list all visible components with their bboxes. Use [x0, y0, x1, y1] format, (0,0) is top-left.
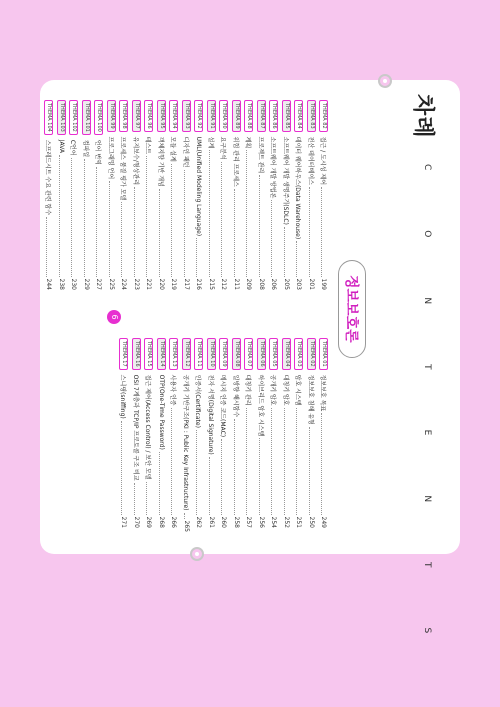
leader-dots: [309, 427, 314, 515]
entry-page-number: 271: [120, 516, 128, 528]
toc-entry[interactable]: [118, 100, 131, 290]
entry-title: 객체지향 기반 개념: [156, 136, 164, 187]
entry-title: 대칭키 관리: [244, 374, 252, 406]
entry-title: 공개키 기반구조(PKI : Public Key Infrastructure): [181, 374, 189, 511]
entry-title: 디자인 패턴: [181, 136, 189, 168]
theme-tag: THEMA 96: [144, 100, 153, 132]
entry-page-number: 221: [145, 278, 153, 290]
contents-letter: N: [422, 297, 432, 307]
toc-entry[interactable]: [143, 100, 156, 290]
leader-dots: [296, 241, 301, 276]
theme-tag: THEMA 15: [144, 338, 153, 370]
entry-page-number: 206: [270, 278, 278, 290]
entry-title: 인증서(Certificate): [194, 374, 202, 428]
toc-entry[interactable]: [230, 338, 243, 528]
theme-tag: THEMA 84: [294, 100, 303, 132]
theme-tag: THEMA 11: [194, 338, 203, 370]
entry-page-number: 254: [270, 516, 278, 528]
contents-letter: S: [422, 627, 432, 636]
leader-dots: [221, 439, 226, 514]
contents-letter: T: [422, 364, 432, 372]
toc-entry[interactable]: [155, 100, 168, 290]
theme-tag: THEMA 04: [282, 338, 291, 370]
toc-entry[interactable]: [193, 100, 206, 290]
toc-entry[interactable]: [143, 338, 156, 528]
leader-dots: [284, 408, 289, 515]
toc-entry[interactable]: [268, 338, 281, 528]
entry-page-number: 223: [132, 278, 140, 290]
entry-page-number: 230: [70, 278, 78, 290]
toc-column-right: [118, 338, 331, 532]
page-number: 6: [107, 310, 121, 324]
toc-entry[interactable]: [80, 100, 93, 290]
entry-title: 접근 / 도시성 제어: [319, 136, 327, 185]
entry-page-number: 262: [195, 516, 203, 528]
entry-title: 스니핑(sniffing): [119, 374, 127, 419]
entry-title: 요구분석: [219, 136, 227, 160]
leader-dots: [196, 238, 201, 276]
toc-entry[interactable]: [130, 338, 143, 528]
theme-tag: THEMA 12: [182, 338, 191, 370]
entry-page-number: 209: [245, 278, 253, 290]
theme-tag: THEMA 92: [194, 100, 203, 132]
leader-dots: [246, 150, 251, 276]
theme-tag: THEMA 16: [132, 338, 141, 370]
theme-tag: THEMA 08: [232, 338, 241, 370]
theme-tag: THEMA 85: [282, 100, 291, 132]
entry-page-number: 244: [45, 278, 53, 290]
entry-page-number: 225: [107, 278, 115, 290]
leader-dots: [134, 187, 139, 276]
toc-entry[interactable]: [193, 338, 206, 528]
theme-tag: THEMA 90: [219, 100, 228, 132]
entry-page-number: 217: [182, 278, 190, 290]
toc-entry[interactable]: [155, 338, 168, 528]
entry-title: 소프트웨어 개발 생명주기(SDLC): [281, 136, 289, 225]
entry-page-number: 229: [82, 278, 90, 290]
contents-letter: C: [422, 164, 432, 173]
entry-title: 유지보수/형상관리: [131, 136, 139, 186]
entry-title: 모듈 설계: [169, 136, 177, 162]
entry-title: 일방향 해시함수: [231, 374, 239, 418]
theme-tag: THEMA 94: [169, 100, 178, 132]
binder-ring-icon: [190, 547, 204, 561]
toc-entry[interactable]: [243, 338, 256, 528]
theme-tag: THEMA 82: [319, 100, 328, 132]
entry-title: 대칭키 암호: [281, 374, 289, 406]
theme-tag: THEMA 93: [182, 100, 191, 132]
leader-dots: [309, 187, 314, 277]
entry-page-number: 269: [145, 516, 153, 528]
leader-dots: [184, 170, 189, 277]
entry-page-number: 266: [170, 516, 178, 528]
entry-page-number: 258: [232, 516, 240, 528]
theme-tag: THEMA 10: [207, 338, 216, 370]
leader-dots: [159, 189, 164, 277]
entry-title: 위험 관리 프로세스: [231, 136, 239, 187]
entry-title: 테스트: [144, 136, 152, 155]
leader-dots: [121, 202, 126, 276]
entry-page-number: 268: [157, 516, 165, 528]
toc-entry[interactable]: [168, 100, 181, 290]
toc-entry[interactable]: [205, 100, 218, 290]
toc-entry[interactable]: [55, 100, 68, 290]
leader-dots: [146, 482, 151, 515]
leader-dots: [184, 513, 189, 519]
entry-page-number: 238: [57, 278, 65, 290]
entry-page-number: 252: [282, 516, 290, 528]
entry-page-number: 216: [195, 278, 203, 290]
entry-page-number: 261: [207, 516, 215, 528]
toc-entry[interactable]: [168, 338, 181, 528]
leader-dots: [234, 419, 239, 514]
leader-dots: [234, 189, 239, 277]
theme-tag: THEMA 102: [69, 100, 78, 135]
leader-dots: [96, 167, 101, 277]
entry-page-number: 215: [207, 278, 215, 290]
toc-entry[interactable]: [305, 338, 318, 528]
theme-tag: THEMA 103: [57, 100, 66, 135]
theme-tag: THEMA 17: [119, 338, 128, 370]
entry-title: 전자 서명(Digital Signature): [206, 374, 214, 455]
binder-ring-icon: [378, 74, 392, 88]
theme-tag: THEMA 88: [244, 100, 253, 132]
toc-entry[interactable]: [293, 338, 306, 528]
leader-dots: [259, 175, 264, 276]
entry-title: 소프트웨어 개발 방법론: [269, 136, 277, 199]
toc-entry[interactable]: [318, 100, 331, 290]
toc-entry[interactable]: [68, 100, 81, 290]
toc-column-left: [43, 100, 331, 290]
page-title: 차례: [410, 94, 435, 139]
toc-entry[interactable]: [268, 100, 281, 290]
toc-rotated: [40, 80, 460, 636]
entry-page-number: 257: [245, 516, 253, 528]
entry-page-number: 270: [132, 516, 140, 528]
contents-letter: O: [422, 230, 432, 240]
entry-page-number: 227: [95, 278, 103, 290]
leader-dots: [259, 438, 264, 514]
theme-tag: THEMA 86: [269, 100, 278, 132]
entry-title: 언어 번역: [94, 139, 102, 165]
entry-title: 공개키 암호: [269, 374, 277, 406]
entry-title: 접근 제어(Access Control) / 보안 모델: [144, 374, 152, 480]
theme-tag: THEMA 02: [307, 338, 316, 370]
leader-dots: [171, 408, 176, 515]
entry-page-number: 251: [295, 516, 303, 528]
toc-entry[interactable]: [180, 100, 193, 290]
theme-tag: THEMA 97: [132, 100, 141, 132]
entry-page-number: 201: [307, 278, 315, 290]
toc-entry[interactable]: [130, 100, 143, 290]
entry-title: UML(Unified Modeling Language): [195, 136, 203, 237]
section-badge: 정보보호론: [338, 260, 366, 358]
entry-page-number: 199: [320, 278, 328, 290]
leader-dots: [46, 217, 51, 276]
theme-tag: THEMA 03: [294, 338, 303, 370]
toc-entry[interactable]: [218, 100, 231, 290]
contents-letter: E: [422, 429, 432, 438]
page-card: [40, 80, 460, 636]
entry-title: 설계: [206, 136, 214, 149]
entry-page-number: 265: [182, 520, 190, 532]
entry-title: 컴파일: [81, 139, 89, 158]
entry-title: 사용자 인증: [169, 374, 177, 406]
entry-page-number: 256: [257, 516, 265, 528]
toc-entry[interactable]: [218, 338, 231, 528]
toc-entry[interactable]: [105, 100, 118, 290]
leader-dots: [121, 421, 126, 515]
leader-dots: [146, 156, 151, 276]
toc-entry[interactable]: [243, 100, 256, 290]
entry-page-number: 250: [307, 516, 315, 528]
theme-tag: THEMA 104: [44, 100, 53, 135]
entry-title: 하이브리드 암호 시스템: [256, 374, 264, 437]
entry-page-number: 203: [295, 278, 303, 290]
theme-tag: THEMA 99: [107, 100, 116, 132]
entry-page-number: 220: [157, 278, 165, 290]
leader-dots: [134, 483, 139, 515]
leader-dots: [321, 187, 326, 277]
leader-dots: [221, 162, 226, 277]
entry-title: 정보보호 목표: [319, 374, 327, 412]
entry-title: 정보보호 침해 유형: [306, 374, 314, 425]
theme-tag: THEMA 87: [257, 100, 266, 132]
theme-tag: THEMA 05: [269, 338, 278, 370]
entry-title: JAVA: [57, 139, 65, 154]
toc-entry[interactable]: [293, 100, 306, 290]
toc-entry[interactable]: [205, 338, 218, 528]
theme-tag: THEMA 91: [207, 100, 216, 132]
leader-dots: [296, 408, 301, 515]
entry-page-number: 224: [120, 278, 128, 290]
theme-tag: THEMA 07: [244, 338, 253, 370]
theme-tag: THEMA 13: [169, 338, 178, 370]
theme-tag: THEMA 06: [257, 338, 266, 370]
toc-entry[interactable]: [93, 100, 106, 290]
leader-dots: [84, 159, 89, 276]
theme-tag: THEMA 83: [307, 100, 316, 132]
theme-tag: THEMA 98: [119, 100, 128, 132]
entry-page-number: 249: [320, 516, 328, 528]
toc-entry[interactable]: [180, 338, 193, 532]
leader-dots: [246, 408, 251, 515]
entry-page-number: 219: [170, 278, 178, 290]
entry-title: 전산 데이터베이스: [306, 136, 314, 185]
theme-tag: THEMA 01: [319, 338, 328, 370]
entry-title: OSI 7계층과 TCP/IP 프로토콜 구조 비교: [131, 374, 139, 481]
toc-entry[interactable]: [118, 338, 131, 528]
entry-title: 메시지 인증 코드(MAC): [219, 374, 227, 438]
toc-entry[interactable]: [318, 338, 331, 528]
entry-title: 계획: [244, 136, 252, 149]
entry-title: OTP(One-Time Password): [157, 374, 165, 450]
theme-tag: THEMA 14: [157, 338, 166, 370]
leader-dots: [284, 227, 289, 277]
contents-letters: [422, 164, 432, 635]
toc-entry[interactable]: [230, 100, 243, 290]
leader-dots: [196, 430, 201, 515]
leader-dots: [159, 452, 164, 515]
contents-letter: N: [422, 495, 432, 505]
leader-dots: [271, 200, 276, 276]
entry-title: 프로세스 품질 평가 모델: [119, 136, 127, 201]
toc-entry[interactable]: [255, 338, 268, 528]
entry-title: 프로젝트 관리: [256, 136, 264, 174]
leader-dots: [59, 155, 64, 276]
leader-dots: [71, 158, 76, 277]
entry-page-number: 208: [257, 278, 265, 290]
toc-entry[interactable]: [305, 100, 318, 290]
entry-page-number: 212: [220, 278, 228, 290]
leader-dots: [271, 408, 276, 515]
theme-tag: THEMA 101: [82, 100, 91, 135]
leader-dots: [209, 150, 214, 276]
toc-entry[interactable]: [280, 338, 293, 528]
entry-page-number: 211: [232, 278, 240, 290]
leader-dots: [321, 413, 326, 514]
leader-dots: [109, 181, 114, 276]
theme-tag: THEMA 09: [219, 338, 228, 370]
theme-tag: THEMA 95: [157, 100, 166, 132]
toc-entry[interactable]: [280, 100, 293, 290]
entry-title: C언어: [69, 139, 77, 156]
theme-tag: THEMA 89: [232, 100, 241, 132]
leader-dots: [209, 457, 214, 515]
entry-title: 데이터 웨어하우스(Data Warehouse): [294, 136, 302, 240]
toc-entry[interactable]: [255, 100, 268, 290]
entry-title: 암호 시스템: [294, 374, 302, 406]
contents-letter: T: [422, 562, 432, 570]
entry-title: 프로그래밍 언어: [106, 136, 114, 180]
entry-page-number: 205: [282, 278, 290, 290]
toc-entry[interactable]: [43, 100, 56, 290]
entry-title: 스프레드시트 수요 관련 함수: [44, 139, 52, 216]
entry-page-number: 260: [220, 516, 228, 528]
theme-tag: THEMA 100: [94, 100, 103, 135]
leader-dots: [171, 164, 176, 277]
